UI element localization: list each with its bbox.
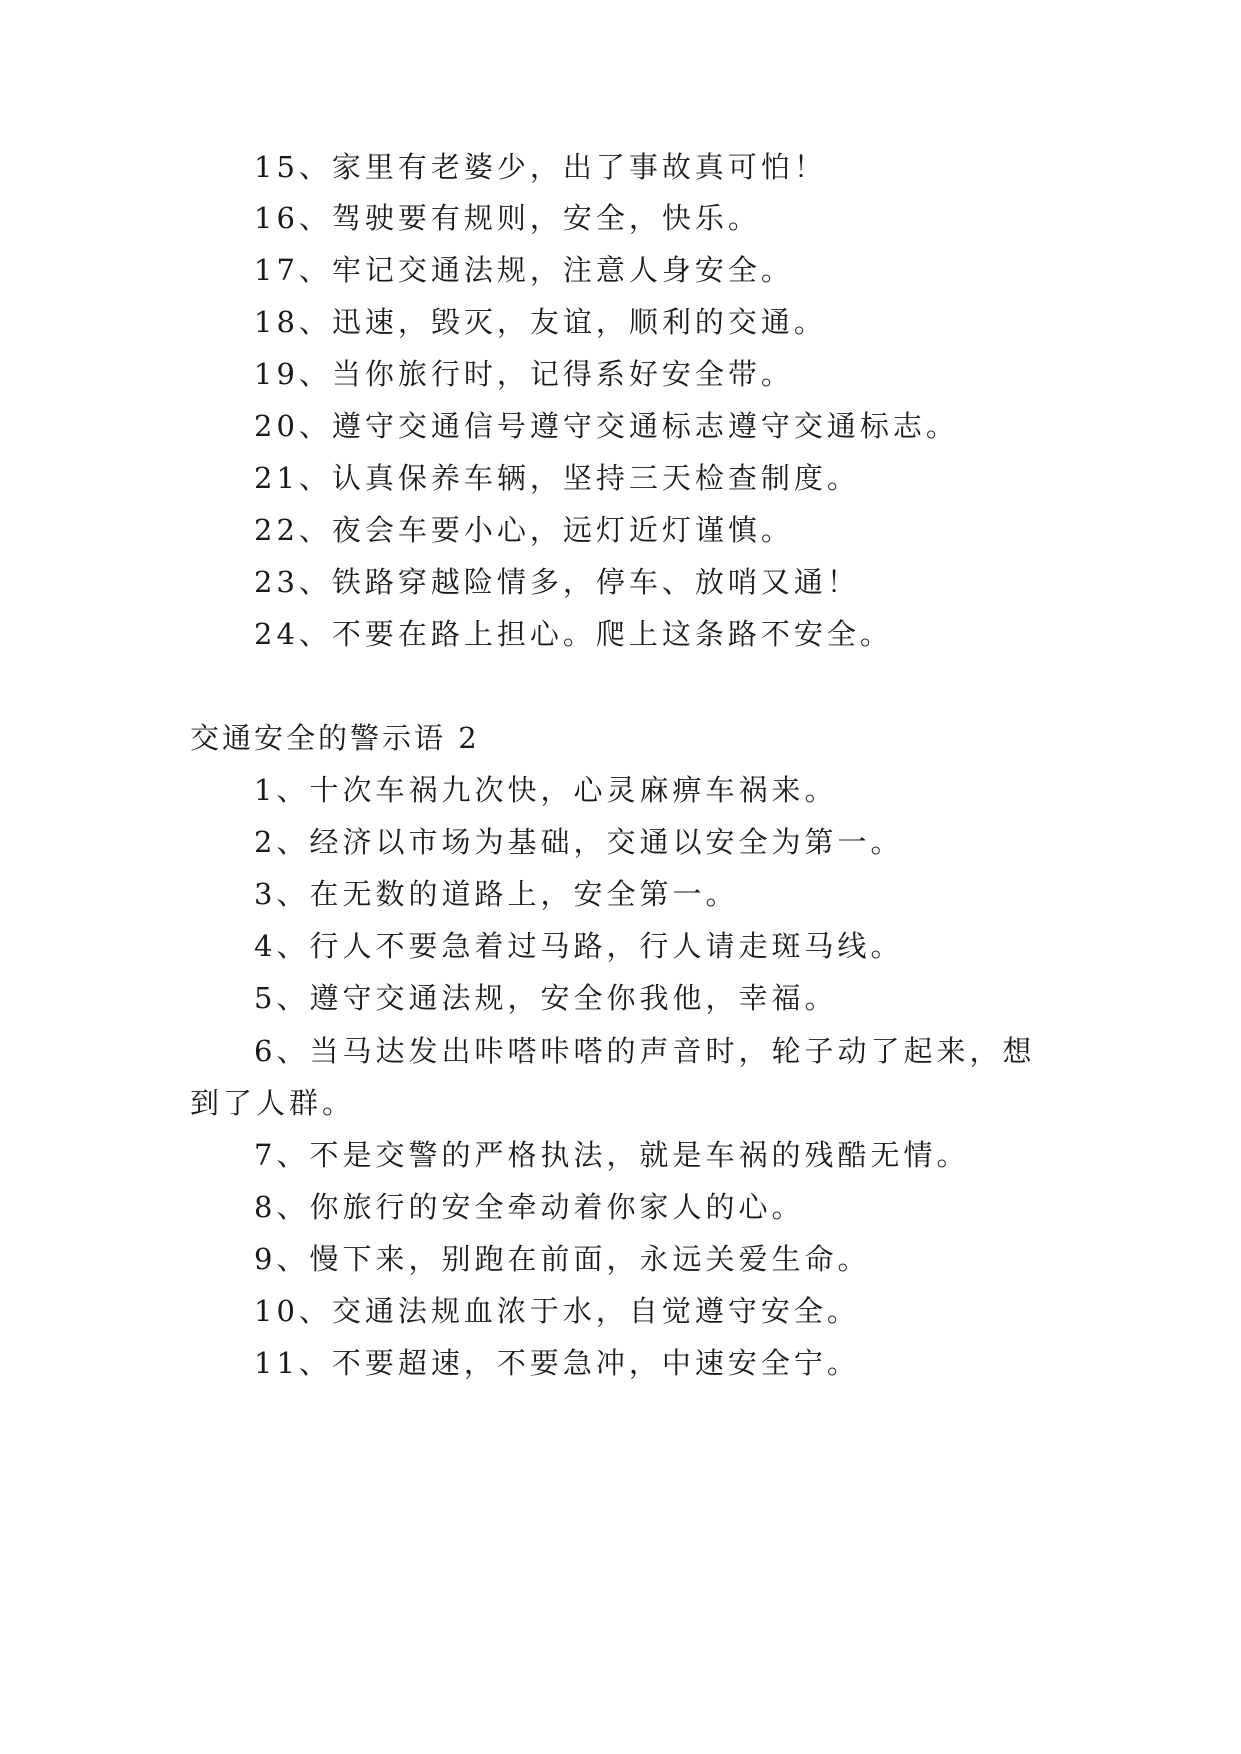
slogan-22: 22、夜会车要小心，远灯近灯谨慎。	[254, 513, 794, 547]
slogan-8: 8、你旅行的安全牵动着你家人的心。	[254, 1190, 805, 1224]
section-heading: 交通安全的警示语 2	[190, 721, 480, 755]
slogan-16: 16、驾驶要有规则，安全，快乐。	[254, 201, 761, 235]
slogan-5: 5、遵守交通法规，安全你我他，幸福。	[254, 981, 838, 1015]
slogan-21: 21、认真保养车辆，坚持三天检查制度。	[254, 461, 860, 495]
slogan-15: 15、家里有老婆少，出了事故真可怕！	[254, 150, 827, 184]
slogan-7: 7、不是交警的严格执法，就是车祸的残酷无情。	[254, 1138, 970, 1172]
slogan-1: 1、十次车祸九次快，心灵麻痹车祸来。	[254, 773, 838, 807]
slogan-9: 9、慢下来，别跑在前面，永远关爱生命。	[254, 1242, 871, 1276]
slogan-18: 18、迅速，毁灭，友谊，顺利的交通。	[254, 305, 827, 339]
slogan-2: 2、经济以市场为基础，交通以安全为第一。	[254, 825, 904, 859]
slogan-3: 3、在无数的道路上，安全第一。	[254, 877, 739, 911]
slogan-17: 17、牢记交通法规，注意人身安全。	[254, 253, 794, 287]
slogan-20: 20、遵守交通信号遵守交通标志遵守交通标志。	[254, 409, 959, 443]
slogan-24: 24、不要在路上担心。爬上这条路不安全。	[254, 617, 893, 651]
slogan-6: 6、当马达发出咔嗒咔嗒的声音时，轮子动了起来，想	[254, 1034, 1036, 1068]
slogan-6-continued: 到了人群。	[190, 1086, 356, 1120]
slogan-10: 10、交通法规血浓于水，自觉遵守安全。	[254, 1294, 860, 1328]
slogan-23: 23、铁路穿越险情多，停车、放哨又通！	[254, 565, 860, 599]
slogan-11: 11、不要超速，不要急冲，中速安全宁。	[254, 1346, 860, 1380]
slogan-4: 4、行人不要急着过马路，行人请走斑马线。	[254, 929, 904, 963]
slogan-19: 19、当你旅行时，记得系好安全带。	[254, 357, 794, 391]
